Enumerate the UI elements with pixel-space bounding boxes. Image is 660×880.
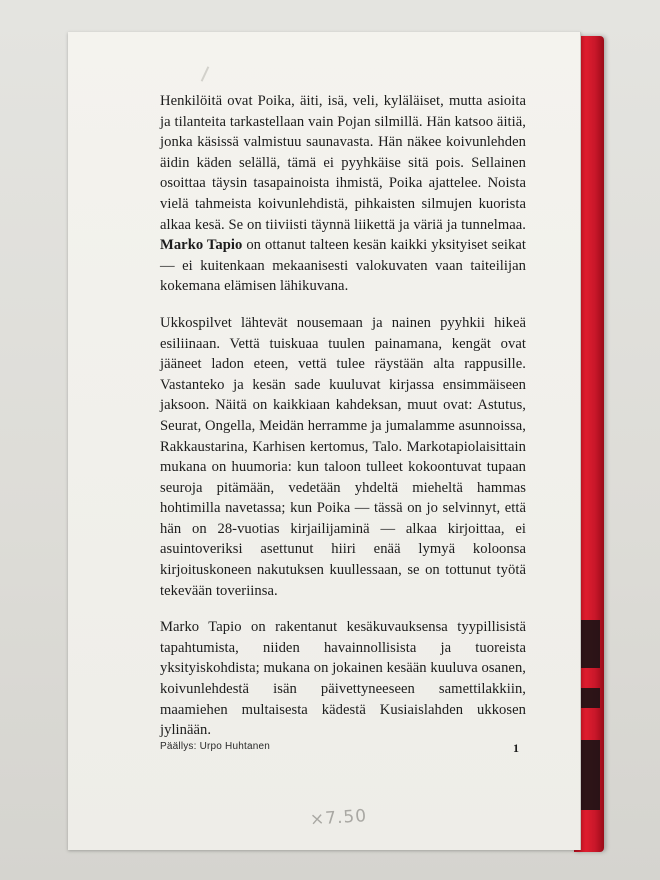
cover-crease	[201, 66, 210, 81]
handwritten-price: ×7.50	[309, 806, 368, 830]
paragraph-1-tail: on ottanut talteen kesän kaikki yksityiset seikat — ei kuitenkaan mekaanisesti valokuvaten vaan taiteilijan kokemana elämisen lähikuvana.	[160, 237, 527, 295]
spine-dark-band-2	[580, 688, 600, 708]
paragraph-1-text: Henkilöitä ovat Poika, äiti, isä, veli, kyläläiset, mutta asioita ja tilanteita tarkastellaan vain Pojan silmillä. Hän katsoo äitiä, jonka käsissä valmistuu saunavasta. Hän näkee koivunlehden äidin käden selällä, tämä ei pyyhkäise sitä pois. Sellainen osoittaa täysin tasapainoista ihmistä, Poika ajattelee. Noista vielä tahmeista koivunlehdistä, pihkaisten silmujen kuorista alkaa kesä. Se on tiiviisti täynnä liikettä ja väriä ja tunnelmaa.	[160, 93, 526, 233]
cover-credit: Päällys: Urpo Huhtanen	[160, 741, 271, 752]
page-number: 1	[513, 741, 519, 755]
author-name: Marko Tapio	[160, 237, 243, 254]
spine-dark-band-1	[580, 620, 600, 668]
paragraph-3: Marko Tapio on rakentanut kesäkuvauksensa tyypillisistä tapahtumista, niiden havainnollisista ja tuoreista yksityiskohdista; mukana on jokainen kesään kuuluva osanen, koivunlehdestä isän päivettyneeseen samettilakkiin, maamiehen multaisesta kädestä Kusiaislahden ukkosen jylinään.	[160, 619, 526, 739]
paragraph-2: Ukkospilvet lähtevät nousemaan ja nainen pyyhkii hikeä esiliinaan. Vettä tuiskuaa tuulen painamana, kengät ovat jääneet ladon eteen, vettä tulee räystään alta rappusille. Vastanteko ja kesän sade kuuluvat kirjassa ensimmäiseen jaksoon. Näitä on kaikkiaan kahdeksan, muut ovat: Astutus, Seurat, Ongella, Meidän herramme ja jumalamme asunnoissa, Rakkaustarina, Karhisen kertomus, Talo. Markotapiolaisittain mukana on huumoria: kun taloon tulleet kokoontuvat tupaan seuroja pitämään, vedetään yhdeltä mieheltä hammas hohtimilla navetassa; kun Poika — tässä on jo selvinnyt, että hän on 28-vuotias kirjailijaminä — alkaa kirjoittaa, ei asuintoveriksi asettunut hiiri enää lymyä koloonsa kirjoituskoneen nakutuksen kuullessaan, se on tottunut työtä tekevään toveriinsa.	[160, 314, 526, 599]
spine-dark-band-3	[580, 740, 600, 810]
paragraph-1	[160, 91, 526, 297]
blurb-text	[160, 91, 526, 757]
